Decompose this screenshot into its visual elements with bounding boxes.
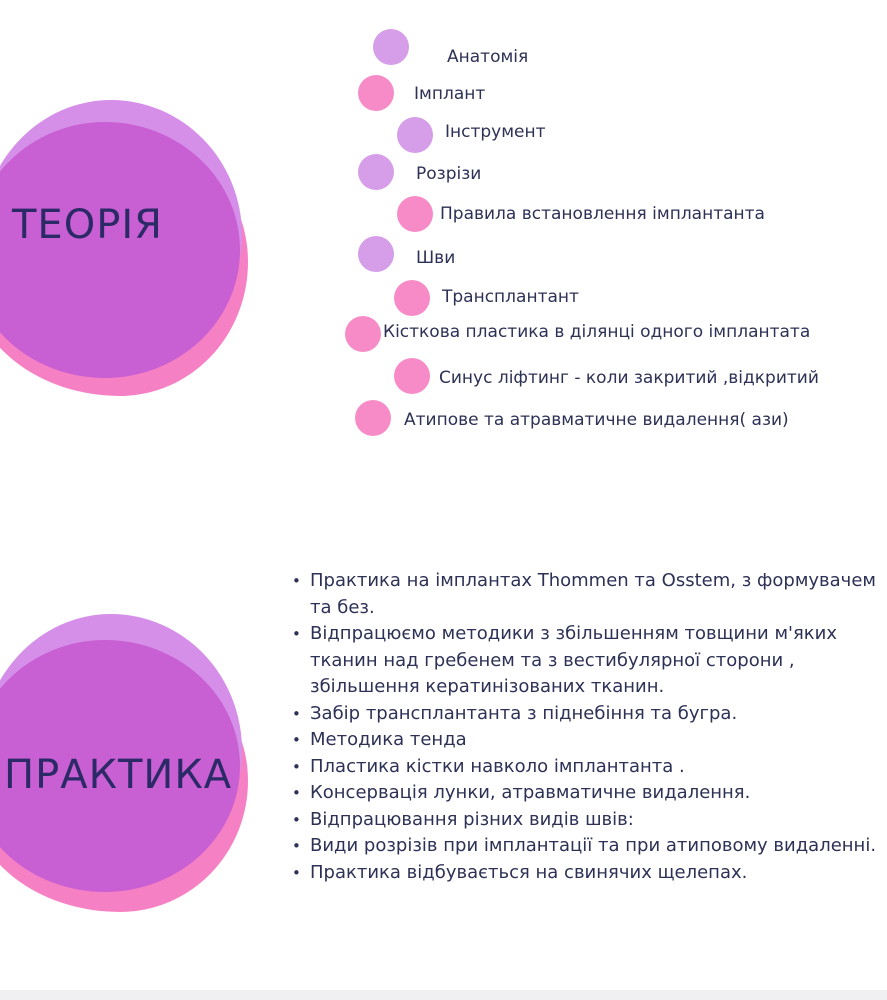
theory-topic-label: Правила встановлення імплантанта [440, 204, 765, 224]
practice-item-text: Пластика кістки навколо імплантанта . [310, 755, 685, 777]
bullet-icon: • [292, 784, 301, 802]
practice-item-text: Практика на імплантах Thommen та Osstem, з формувачем та без. [310, 570, 876, 618]
circle-dot-icon [345, 316, 381, 352]
theory-title: ТЕОРІЯ [12, 202, 163, 248]
bullet-icon: • [292, 810, 301, 829]
bottom-strip [0, 990, 887, 1000]
practice-item [290, 833, 885, 860]
practice-item [290, 754, 885, 781]
circle-dot-icon [358, 75, 394, 111]
practice-item-text: Забір трансплантанта з піднебіння та бугра. [310, 702, 738, 724]
circle-dot-icon [397, 117, 433, 153]
circle-dot-icon [358, 154, 394, 190]
theory-topic-label: Анатомія [447, 47, 529, 67]
theory-topic-label: Кісткова пластика в ділянці одного імплантата [383, 322, 811, 342]
bullet-icon: • [292, 757, 301, 776]
circle-dot-icon [355, 400, 391, 436]
bullet-icon: • [292, 731, 301, 749]
theory-topic-label: Трансплантант [442, 287, 579, 307]
bullet-icon: • [292, 572, 301, 590]
theory-topic-label: Шви [416, 248, 456, 268]
theory-topic-label: Імплант [414, 84, 486, 104]
theory-topic-label: Інструмент [445, 122, 546, 142]
practice-item-text: Консервація лунки, атравматичне видалення. [310, 782, 751, 803]
practice-item [290, 701, 885, 728]
circle-dot-icon [394, 358, 430, 394]
practice-item-text: Види розрізів при імплантації та при атиповому видаленні. [310, 835, 877, 856]
practice-item-text: Відпрацюємо методики з збільшенням товщини м'яких тканин над гребенем та з вестибулярної сторони , збільшення кератинізованих тканин. [310, 623, 838, 697]
circle-dot-icon [358, 236, 394, 272]
practice-item [290, 621, 885, 701]
bullet-icon: • [292, 704, 301, 723]
bullet-icon: • [292, 837, 301, 855]
practice-item [290, 860, 885, 887]
practice-item [290, 780, 885, 807]
theory-topic-label: Атипове та атравматичне видалення( ази) [404, 410, 789, 430]
practice-item [290, 807, 885, 834]
practice-item-text: Відпрацювання різних видів швів: [310, 808, 634, 830]
circle-dot-icon [394, 280, 430, 316]
practice-item [290, 727, 885, 754]
practice-item [290, 568, 885, 621]
theory-topic-label: Синус ліфтинг - коли закритий ,відкритий [439, 368, 819, 388]
practice-title: ПРАКТИКА [4, 752, 233, 798]
circle-dot-icon [397, 196, 433, 232]
circle-dot-icon [373, 29, 409, 65]
theory-topic-label: Розрізи [416, 164, 482, 184]
bullet-icon: • [292, 863, 301, 882]
practice-item-text: Методика тенда [310, 729, 467, 750]
practice-list [290, 568, 885, 886]
bullet-icon: • [292, 625, 301, 643]
practice-item-text: Практика відбувається на свинячих щелепах. [310, 861, 748, 883]
